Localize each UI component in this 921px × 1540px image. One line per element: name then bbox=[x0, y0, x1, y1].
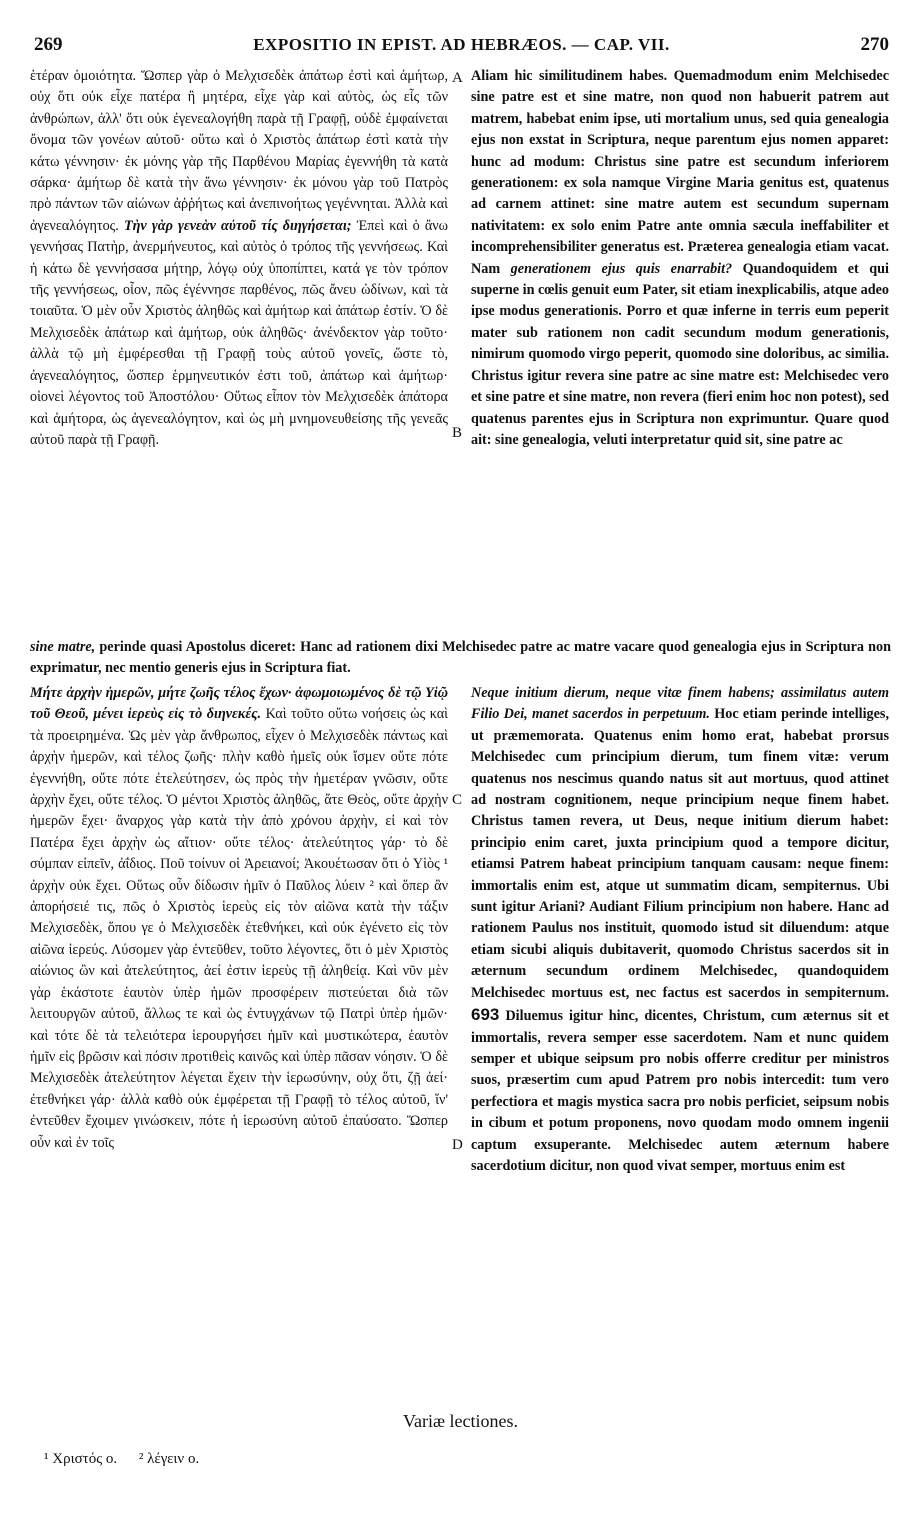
running-title: EXPOSITIO IN EPIST. AD HEBRÆOS. — CAP. VII. bbox=[253, 35, 670, 54]
latin-commentary-continued: Diluemus igitur hinc, dicentes, Christum, cum æternus sit et immortalis, revera semper esse sacerdotem. Nam et nunc quidem semper et ubique seipsum pro nobis offerre creditur per ministros suos, præsertim cum apud Patrem pro nobis intercedit: tum vero perfectiora et magis mystica sacra pro nobis perficiet, seipsum nobis in cibum et potum proponens, novo quodam modo omnem ingenii captum exsuperante. Melchisedec autem æternum habere sacerdotium dicitur, non quod vivat semper, mortuus enim est bbox=[471, 1008, 889, 1174]
latin-text-continued: Quandoquidem et qui superne in cœlis genuit eum Pater, sit etiam inexplicabilis, atque adeo ipse modus generationis. Porro et quæ inferne in terris eum peperit mater sub rationem non cadit secundum modum generationis, nimirum quomodo virgo peperit, quomodo sine doloribus, ac similia. Christus igitur revera sine patre ac sine matre est: Melchisedec vero et sine patre et sine matre, non revera (fieri enim hoc non potest), sed quatenus parentes ejus in Scriptura non exprimuntur. Quare quod ait: sine genealogia, veluti interpretatur quid sit, sine patre ac bbox=[471, 260, 890, 448]
greek-commentary: Καὶ τοῦτο οὕτω νοήσεις ὡς καὶ τὰ προειρημένα. Ὡς μὲν γὰρ ἄνθρωπος, εἶχεν ὁ Μελχισεδὲκ πάντως καὶ ἀρχὴν ἡμερῶν, καὶ τέλος ζωῆς· πλὴν καθὸ ἡμεῖς οὐκ ἴσμεν οὔτε πότε ἐγεννήθη, οὔτε πότε ἐτελεύτησεν, ὡς πρὸς τὴν ἡμετέραν γνῶσιν, οὔτε ἀρχὴν ἔχει, οὔτε τέλος. Ὁ μέντοι Χριστὸς ἀληθῶς, ἅτε Θεὸς, οὔτε ἀρχὴν ἡμερῶν ἔχει· ἄναρχος γὰρ κατὰ τὴν ἀπὸ χρόνου ἀρχὴν, εἰ καὶ τὸν Πατέρα ἔχει ἀρχὴν ὡς αἴτιον· οὔτε τέλος· ἀτελεύτητος γάρ· τὸ δὲ σύμπαν εἰπεῖν, ἀΐδιος. Ποῦ τοίνυν οἱ Ἀρειανοί; Ἀκουέτωσαν ὅτι ὁ Υἱὸς ¹ ἀρχὴν οὐκ ἔχει. Οὕτως οὖν δίδωσιν ἡμῖν ὁ Παῦλος λύειν ² καὶ ὅπερ ἂν ἀπορήσειέ τις, πῶς ὁ Χριστὸς ἱερεὺς εἰς τὸν αἰῶνα κατὰ τὴν τάξιν Μελχισεδὲκ, ὅπου γε ὁ Μελχισεδὲκ ἐτεθνήκει, καὶ οὐκ ἐγένετο εἰς τὸν αἰῶνα ἱερεύς. Λύσομεν γὰρ ἐντεῦθεν, τοῦτο λέγοντες, ὅτι ὁ μὲν Χριστὸς αἰώνιος ὢν καὶ ἀτελεύτητος, ἀεί ἐστιν ἱερεὺς τῇ ἀληθείᾳ. Καὶ νῦν μὲν γὰρ ἑκάστοτε ἑαυτὸν ὑπὲρ ἡμῶν προσφέρειν πιστεύεται διὰ τῶν λειτουργῶν αὐτοῦ, ἄλλως τε καὶ ὡς ἐντυγχάνων τῷ Πατρὶ ὑπὲρ ἡμῶν· καὶ τότε δὲ τὰ τελειότερα ἱερουργήσει ἡμῖν καὶ μυστικώτερα, ἑαυτὸν ἡμῖν εἰς βρῶσιν καὶ πόσιν προτιθεὶς καινῶς καὶ ὑπὲρ πᾶσαν νόησιν. Ὁ δὲ Μελχισεδὲκ ἀτελεύτητον λέγεται ἔχειν τὴν ἱερωσύνην, οὐχ ὅτι, ζῇ ἀεί· ἐτεθνήκει γάρ· ἀλλὰ καθὸ οὐκ ἐμφέρεται τῇ Γραφῇ τὸ τέλος αὐτοῦ, ἵν' ἐντεῦθεν ἔχοιμεν γινώσκειν, πότε ἡ ἱερωσύνη αὐτοῦ ἐπαύσατο. Ὥσπερ οὖν καὶ ἐν τοῖς bbox=[30, 706, 448, 1151]
latin-quotation: generationem ejus quis enarrabit? bbox=[510, 260, 733, 277]
latin-lemma: Neque initium dierum, neque vitæ finem habens; assimilatus autem Filio Dei, manet sacerdos in perpetuum. bbox=[471, 685, 889, 723]
latin-column-lower bbox=[471, 683, 889, 1177]
margin-marker-b: B bbox=[452, 425, 463, 441]
greek-text-continued: Ἐπεὶ καὶ ὁ ἄνω γεννήσας Πατὴρ, ἀνερμήνευτος, καὶ αὐτὸς ὁ τρόπος τῆς γεννήσεως. Καὶ ἡ κάτω δὲ γεννήσασα μήτηρ, λόγῳ οὐχ ὑποπίπτει, κατά γε τὸν τρόπον τῆς γεννήσεως, οἷον, πῶς ἐγέννησε παρθένος, πῶς ἄνευ ὠδίνων, καὶ τὰ τοιαῦτα. Ὁ μὲν οὖν Χριστὸς ἀληθῶς καὶ ἀμήτωρ καὶ ἀπάτωρ ἐστίν. Ὁ δὲ Μελχισεδὲκ ἀπάτωρ καὶ ἀμήτωρ, οὐκ ἀληθῶς· ἀνένδεκτον γὰρ τοῦτο· ἀλλὰ τῷ μὴ ἐμφέρεσθαι τῇ Γραφῇ τοὺς αὐτοῦ γονεῖς, ὥστε τὸ, ἀγενεαλόγητος, ὥσπερ ἑρμηνευτικόν ἐστι τοῦ, ἀπάτωρ καὶ ἀμήτωρ· οἱονεὶ λέγοντος τοῦ Ἀποστόλου· Οὕτως εἶπον τὸν Μελχισεδὲκ ἀπάτορα καὶ ἀμήτορα, ὡς ἀγενεαλόγητον, καὶ ὡς μὴ μνημονευθείσης τῆς γενεᾶς αὐτοῦ παρὰ τῇ Γραφῇ. bbox=[30, 217, 449, 448]
footnote-2: ² λέγειν ο. bbox=[138, 1451, 200, 1467]
page-number-right: 270 bbox=[860, 34, 889, 55]
footnotes bbox=[44, 1451, 217, 1468]
spanning-emphasis: sine matre, bbox=[30, 639, 96, 655]
greek-column-upper bbox=[30, 66, 448, 451]
margin-marker-c: C bbox=[452, 792, 463, 808]
latin-column-upper bbox=[471, 66, 889, 451]
greek-quotation: Τὴν γὰρ γενεὰν αὐτοῦ τίς διηγήσεται; bbox=[123, 217, 352, 234]
footnote-1: ¹ Χριστός ο. bbox=[44, 1451, 118, 1467]
spanning-body: perinde quasi Apostolus diceret: Hanc ad rationem dixi Melchisedec patre ac matre vacare quod genealogia ejus in Scriptura non exprimatur, nec mentio generis ejus in Scriptura fiat. bbox=[30, 639, 891, 677]
greek-paragraph-lower bbox=[30, 683, 448, 1154]
latin-text: Aliam hic similitudinem habes. Quemadmodum enim Melchisedec sine patre est et sine matre, non quod non habuerit patrem aut matrem, habebat enim ipse, uti mortalium unus, sed quia genealogia ejus non exstat in Scriptura, neque parentum ejus nomen apparet: hunc ad modum: Christus sine patre est secundum inferiorem generationem: ex sola namque Virgine Maria genitus est, quatenus ad carnem attinet: sine matre autem est secundum supernam nativitatem: ex solo enim Patre ante omnia sæcula ineffabiliter et incomprehensibiliter generatus est. Præterea genealogia etiam vacat. Nam bbox=[471, 68, 889, 277]
margin-marker-d: D bbox=[452, 1137, 463, 1153]
spanning-text bbox=[30, 637, 891, 680]
greek-text: ἑτέραν ὁμοιότητα. Ὥσπερ γὰρ ὁ Μελχισεδὲκ ἀπάτωρ ἐστὶ καὶ ἀμήτωρ, οὐχ ὅτι οὐκ εἶχε πατέρα ἢ μητέρα, εἶχε γὰρ καὶ αὐτὸς, ὡς εἷς τῶν ἀνθρώπων, ἀλλ' ὅτι οὐκ ἐγενεαλογήθη παρὰ τῇ Γραφῇ, οὐδὲ ἐμφαίνεται ὄνομα τῶν γονέων αὐτοῦ· οὕτω καὶ ὁ Χριστὸς ἀπάτωρ ἐστὶ κατὰ τὴν κάτω γέννησιν· ἐκ μόνης γὰρ τῆς Παρθένου Μαρίας ἐγεννήθη τὰ κατὰ σάρκα· ἀμήτωρ δὲ κατὰ τὴν ἄνω γέννησιν· ἐκ μόνου γὰρ τοῦ Πατρὸς πρὸ πάντων τῶν αἰώνων ἀῤῥήτως καὶ ἀνεπινοήτως γεγέννηται. Ἀλλὰ καὶ ἀγενεαλόγητος. bbox=[30, 68, 448, 234]
variae-lectiones-heading: Variæ lectiones. bbox=[403, 1411, 518, 1431]
column-number-marker: 693 bbox=[471, 1005, 500, 1025]
latin-paragraph-upper bbox=[471, 66, 889, 451]
page-number-left: 269 bbox=[34, 34, 63, 55]
latin-commentary: Hoc etiam perinde intelliges, ut præmemorata. Quatenus enim homo erat, habebat prorsus Melchisedec cum principium dierum, tum finem vitæ: verum quatenus nos nescimus quando natus sit aut mortuus, quod attinet ad nostram cognitionem, neque principium neque finem habet. Christus tamen revera, ut Deus, neque initium dierum habet: principio enim caret, juxta principium quod a tempore dicitur, etiamsi Patrem habeat principium tanquam causam: neque finem: immortalis enim est, atque ut summatim dicam, sempiternus. Ubi sunt igitur Ariani? Audiant Filium principium non habere. Hanc ad rationem Paulus nos instituit, quomodo istud sit diluendum: atque etiam sicubi aliquis dubitaverit, quomodo Christus sacerdos sit in æternum secundum ordinem Melchisedec, quandoquidem Melchisedec mortuus est, nec factus est sacerdos in sempiternum. bbox=[471, 706, 889, 1001]
running-header bbox=[34, 34, 889, 60]
greek-column-lower bbox=[30, 683, 448, 1154]
margin-marker-a: A bbox=[452, 70, 463, 86]
greek-paragraph-upper bbox=[30, 66, 448, 451]
latin-paragraph-lower bbox=[471, 683, 889, 1177]
greek-lemma: Μήτε ἀρχὴν ἡμερῶν, μήτε ζωῆς τέλος ἔχων· ἀφωμοιωμένος δὲ τῷ Υἱῷ τοῦ Θεοῦ, μένει ἱερεὺς εἰς τὸ διηνεκές. bbox=[30, 685, 448, 723]
